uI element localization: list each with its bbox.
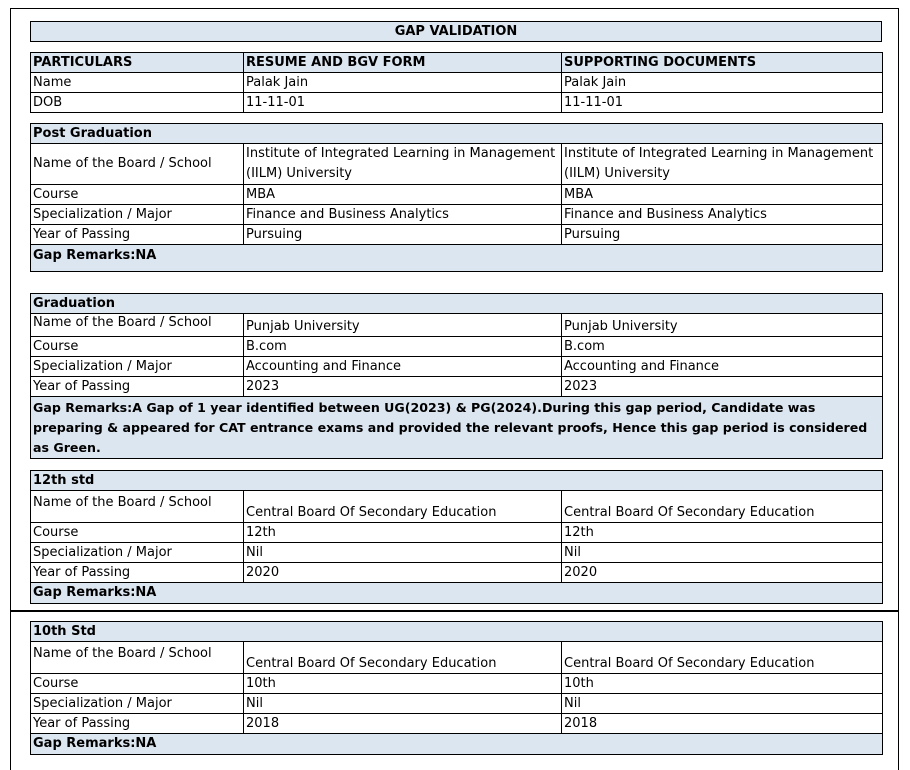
std10-remarks: Gap Remarks:NA: [31, 734, 883, 755]
std10-year-docs: 2018: [562, 714, 883, 734]
header-resume: RESUME AND BGV FORM: [244, 53, 562, 73]
ug-year-docs: 2023: [562, 377, 883, 397]
std10-board-label: Name of the Board / School: [31, 642, 244, 674]
name-label: Name: [31, 73, 244, 93]
std10-board-docs: Central Board Of Secondary Education: [562, 642, 883, 674]
std10-major-docs: Nil: [562, 694, 883, 714]
std12-year-docs: 2020: [562, 563, 883, 583]
personal-table: [30, 52, 883, 113]
dob-label: DOB: [31, 93, 244, 113]
std10-board-resume: Central Board Of Secondary Education: [244, 642, 562, 674]
std10-course-resume: 10th: [244, 674, 562, 694]
pg-year-resume: Pursuing: [244, 225, 562, 245]
page-title: GAP VALIDATION: [31, 22, 882, 42]
std12-section: [30, 470, 883, 604]
header-row: [31, 53, 883, 73]
table-row: [31, 93, 883, 113]
pg-remarks: Gap Remarks:NA: [31, 245, 883, 272]
ug-course-docs: B.com: [562, 337, 883, 357]
pg-board-label: Name of the Board / School: [31, 144, 244, 185]
ug-course-label: Course: [31, 337, 244, 357]
std10-major-label: Specialization / Major: [31, 694, 244, 714]
pg-year-docs: Pursuing: [562, 225, 883, 245]
header-supporting: SUPPORTING DOCUMENTS: [562, 53, 883, 73]
pg-course-resume: MBA: [244, 185, 562, 205]
table-row: [31, 73, 883, 93]
header-particulars: PARTICULARS: [31, 53, 244, 73]
std12-course-label: Course: [31, 523, 244, 543]
ug-remarks: Gap Remarks:A Gap of 1 year identified between UG(2023) & PG(2024).During this gap period, Candidate was preparing & appeared for CAT entrance exams and provided the relevant proofs, Hence this gap period is considered as Green.: [31, 397, 883, 459]
ug-board-docs: Punjab University: [562, 314, 883, 337]
ug-course-resume: B.com: [244, 337, 562, 357]
title-table: [30, 21, 882, 42]
std10-course-label: Course: [31, 674, 244, 694]
pg-major-docs: Finance and Business Analytics: [562, 205, 883, 225]
pg-heading: Post Graduation: [31, 124, 883, 144]
pg-major-label: Specialization / Major: [31, 205, 244, 225]
pg-section: [30, 123, 883, 272]
std12-board-resume: Central Board Of Secondary Education: [244, 491, 562, 523]
std12-major-resume: Nil: [244, 543, 562, 563]
std12-board-docs: Central Board Of Secondary Education: [562, 491, 883, 523]
std12-heading: 12th std: [31, 471, 883, 491]
pg-course-docs: MBA: [562, 185, 883, 205]
ug-board-label: Name of the Board / School: [31, 314, 244, 337]
name-docs: Palak Jain: [562, 73, 883, 93]
pg-year-label: Year of Passing: [31, 225, 244, 245]
std10-heading: 10th Std: [31, 622, 883, 642]
ug-heading: Graduation: [31, 294, 883, 314]
pg-board-resume: Institute of Integrated Learning in Management (IILM) University: [244, 144, 562, 185]
std10-section: [30, 621, 883, 755]
ug-year-resume: 2023: [244, 377, 562, 397]
std10-course-docs: 10th: [562, 674, 883, 694]
std12-board-label: Name of the Board / School: [31, 491, 244, 523]
ug-year-label: Year of Passing: [31, 377, 244, 397]
std10-major-resume: Nil: [244, 694, 562, 714]
std10-year-resume: 2018: [244, 714, 562, 734]
ug-major-docs: Accounting and Finance: [562, 357, 883, 377]
std12-major-docs: Nil: [562, 543, 883, 563]
std12-year-resume: 2020: [244, 563, 562, 583]
std12-year-label: Year of Passing: [31, 563, 244, 583]
dob-docs: 11-11-01: [562, 93, 883, 113]
pg-board-docs: Institute of Integrated Learning in Management (IILM) University: [562, 144, 883, 185]
std12-remarks: Gap Remarks:NA: [31, 583, 883, 604]
std12-major-label: Specialization / Major: [31, 543, 244, 563]
std10-year-label: Year of Passing: [31, 714, 244, 734]
pg-major-resume: Finance and Business Analytics: [244, 205, 562, 225]
dob-resume: 11-11-01: [244, 93, 562, 113]
std12-course-docs: 12th: [562, 523, 883, 543]
ug-section: [30, 293, 883, 459]
ug-board-resume: Punjab University: [244, 314, 562, 337]
std12-course-resume: 12th: [244, 523, 562, 543]
name-resume: Palak Jain: [244, 73, 562, 93]
ug-major-label: Specialization / Major: [31, 357, 244, 377]
ug-major-resume: Accounting and Finance: [244, 357, 562, 377]
pg-course-label: Course: [31, 185, 244, 205]
